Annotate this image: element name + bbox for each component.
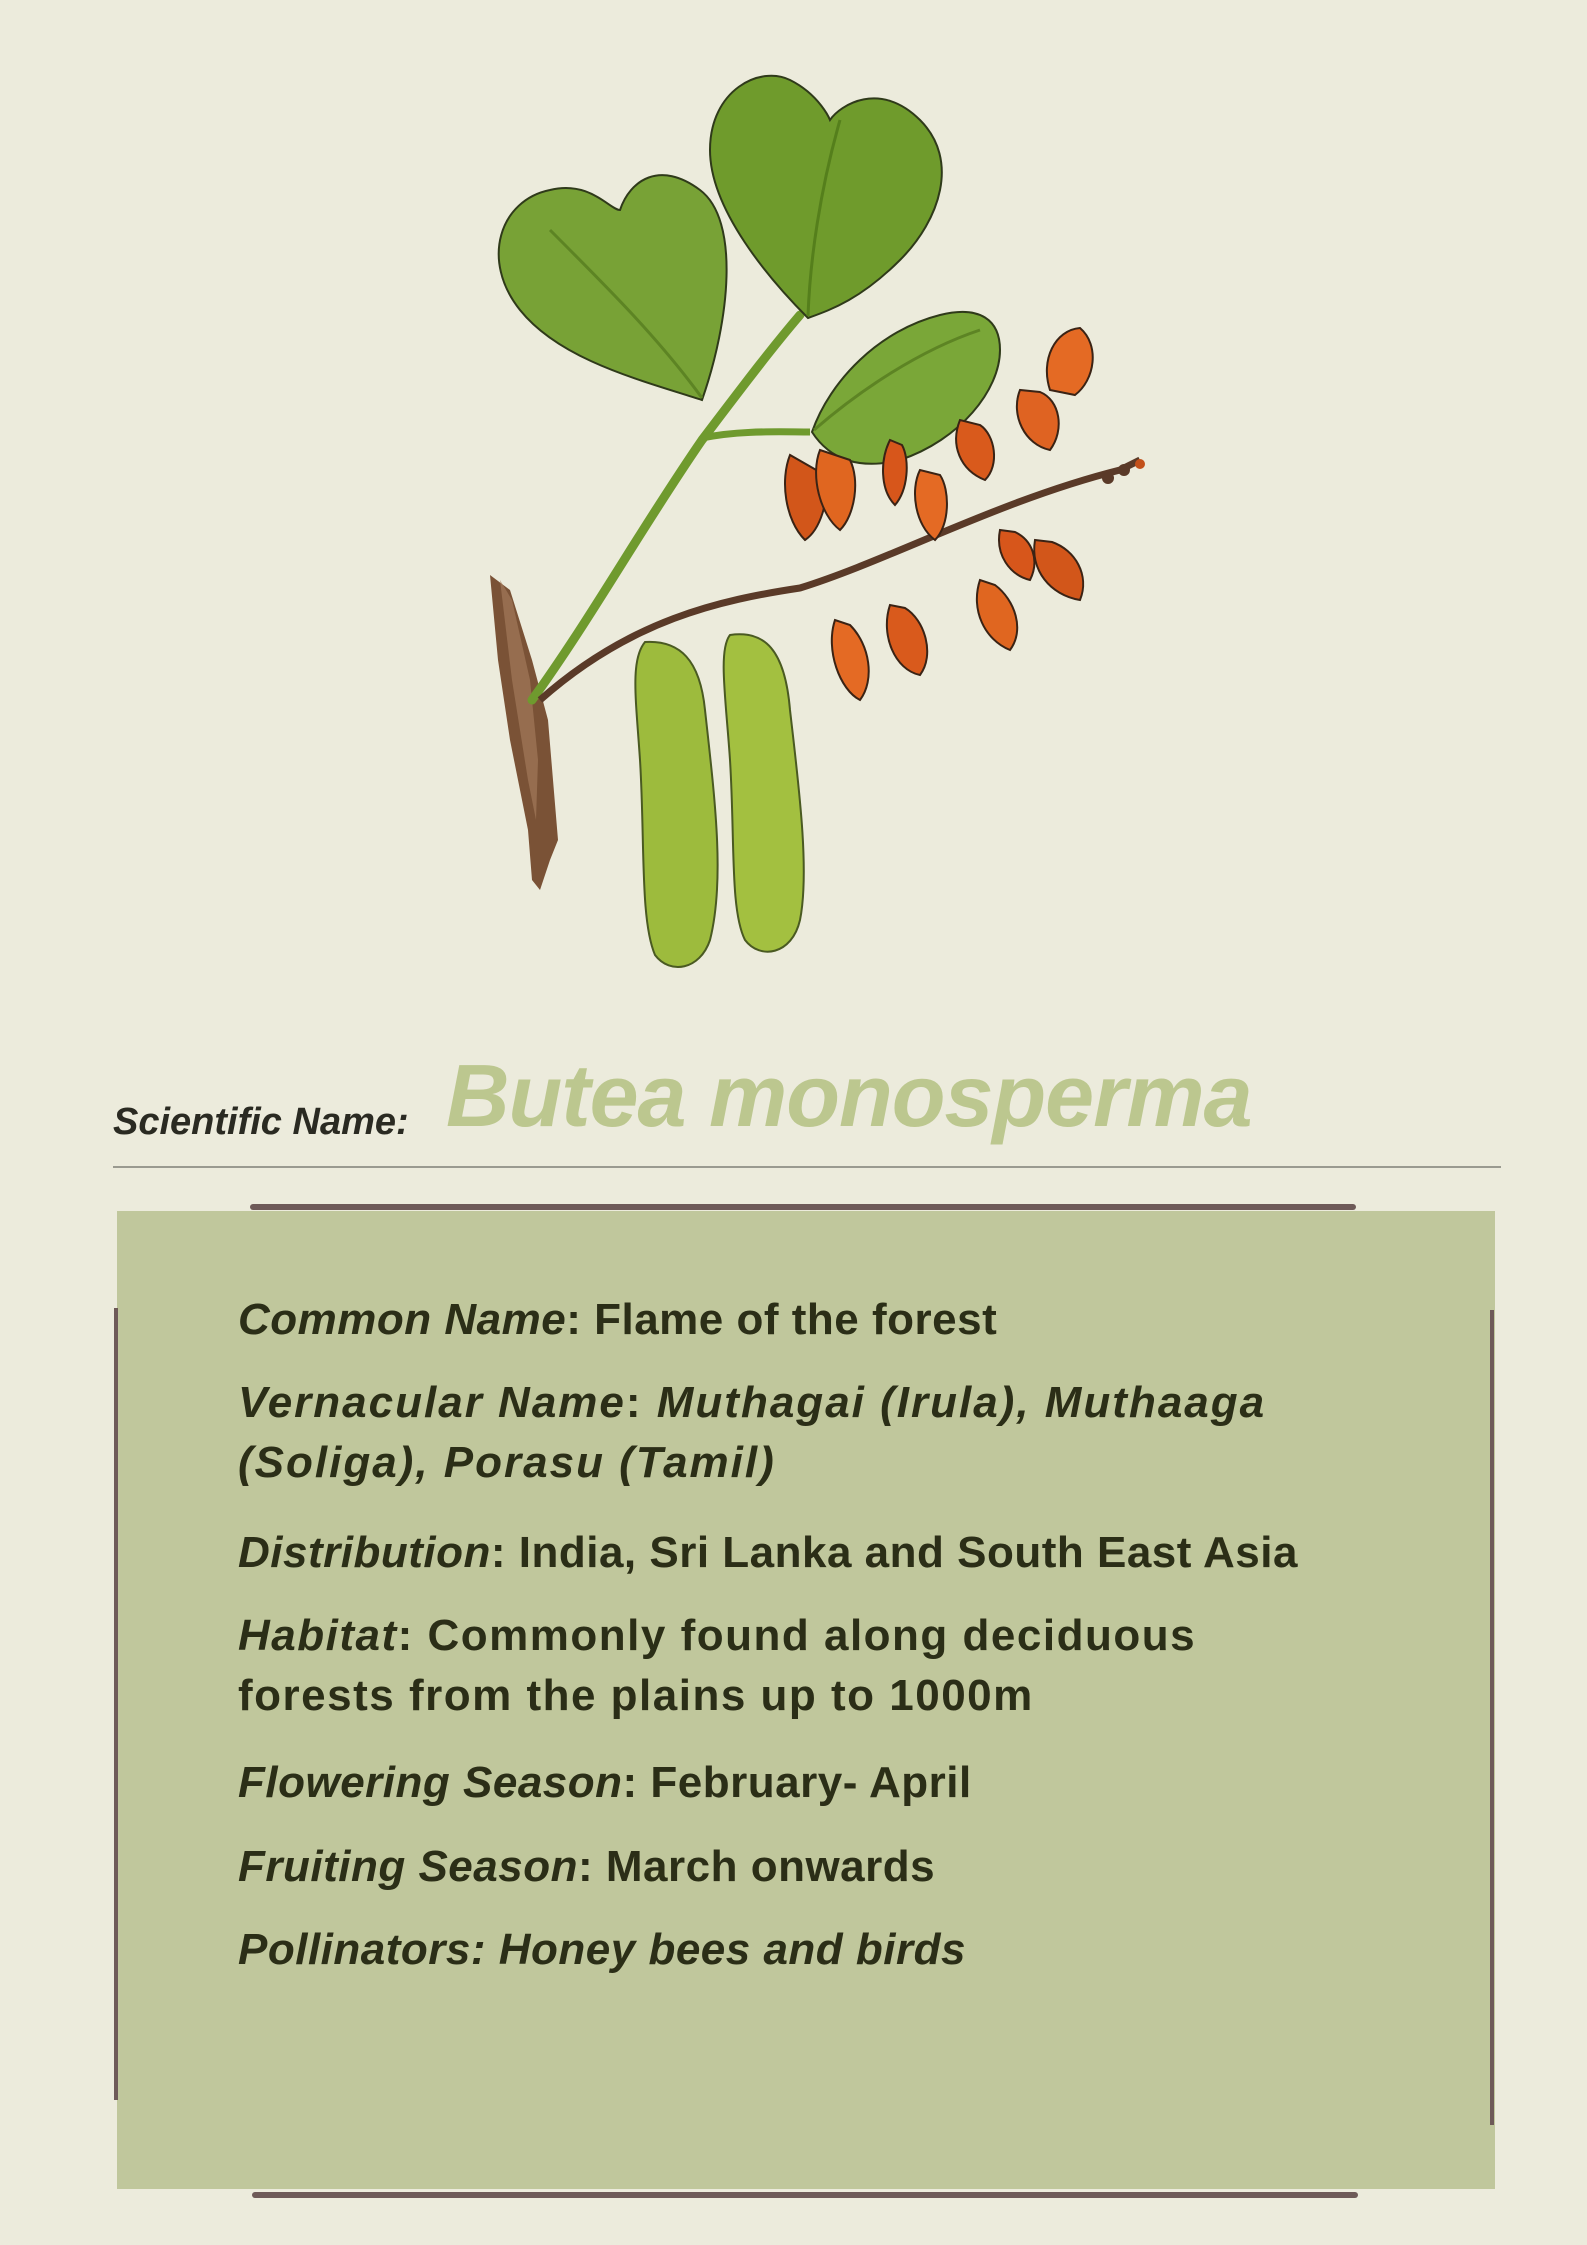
- scientific-name-label: Scientific Name:: [113, 1101, 409, 1143]
- fact-key: Habitat: [238, 1611, 398, 1660]
- fact-separator: :: [622, 1758, 651, 1807]
- fact-value: February- April: [650, 1758, 972, 1807]
- seed-pod-icon: [635, 634, 803, 967]
- divider: [113, 1166, 1501, 1168]
- scientific-name-value: Butea monosperma: [446, 1046, 1252, 1145]
- fact-key: Common Name: [238, 1295, 567, 1344]
- fact-separator: :: [490, 1528, 519, 1577]
- fact-key: Vernacular Name: [238, 1378, 626, 1427]
- fact-value: Muthagai (Irula), Muthaaga (Soliga), Porasu (Tamil): [238, 1378, 1267, 1487]
- fact-key: Fruiting Season: [238, 1842, 578, 1891]
- frame-bottom-bar: [252, 2192, 1358, 2198]
- fact-value: March onwards: [605, 1842, 936, 1891]
- fact-separator: :: [566, 1295, 595, 1344]
- fact-value: Pollinators: Honey bees and birds: [238, 1925, 966, 1974]
- frame-right-bar: [1490, 1310, 1494, 2125]
- fact-common-name: [238, 1290, 1408, 1350]
- frame-left-bar: [114, 1308, 118, 2100]
- fact-separator: :: [397, 1611, 428, 1660]
- fact-value: Commonly found along deciduous forests from the plains up to 1000m: [238, 1611, 1197, 1720]
- fact-key: Distribution: [238, 1528, 491, 1577]
- fact-value: Flame of the forest: [594, 1295, 998, 1344]
- fact-vernacular-name: [238, 1373, 1408, 1493]
- scientific-name-row: [113, 1045, 1501, 1165]
- fact-habitat: [238, 1606, 1238, 1726]
- fact-key: Flowering Season: [238, 1758, 623, 1807]
- leaf-icon: [499, 76, 1000, 464]
- frame-top-bar: [250, 1204, 1356, 1210]
- fact-value: India, Sri Lanka and South East Asia: [518, 1528, 1298, 1577]
- fact-pollinators: [238, 1920, 1408, 1980]
- fact-separator: :: [577, 1842, 606, 1891]
- botanical-illustration: [440, 60, 1160, 1020]
- fact-flowering-season: [238, 1753, 1408, 1813]
- fact-fruiting-season: [238, 1837, 1408, 1897]
- fact-separator: :: [625, 1378, 657, 1427]
- fact-distribution: [238, 1523, 1408, 1583]
